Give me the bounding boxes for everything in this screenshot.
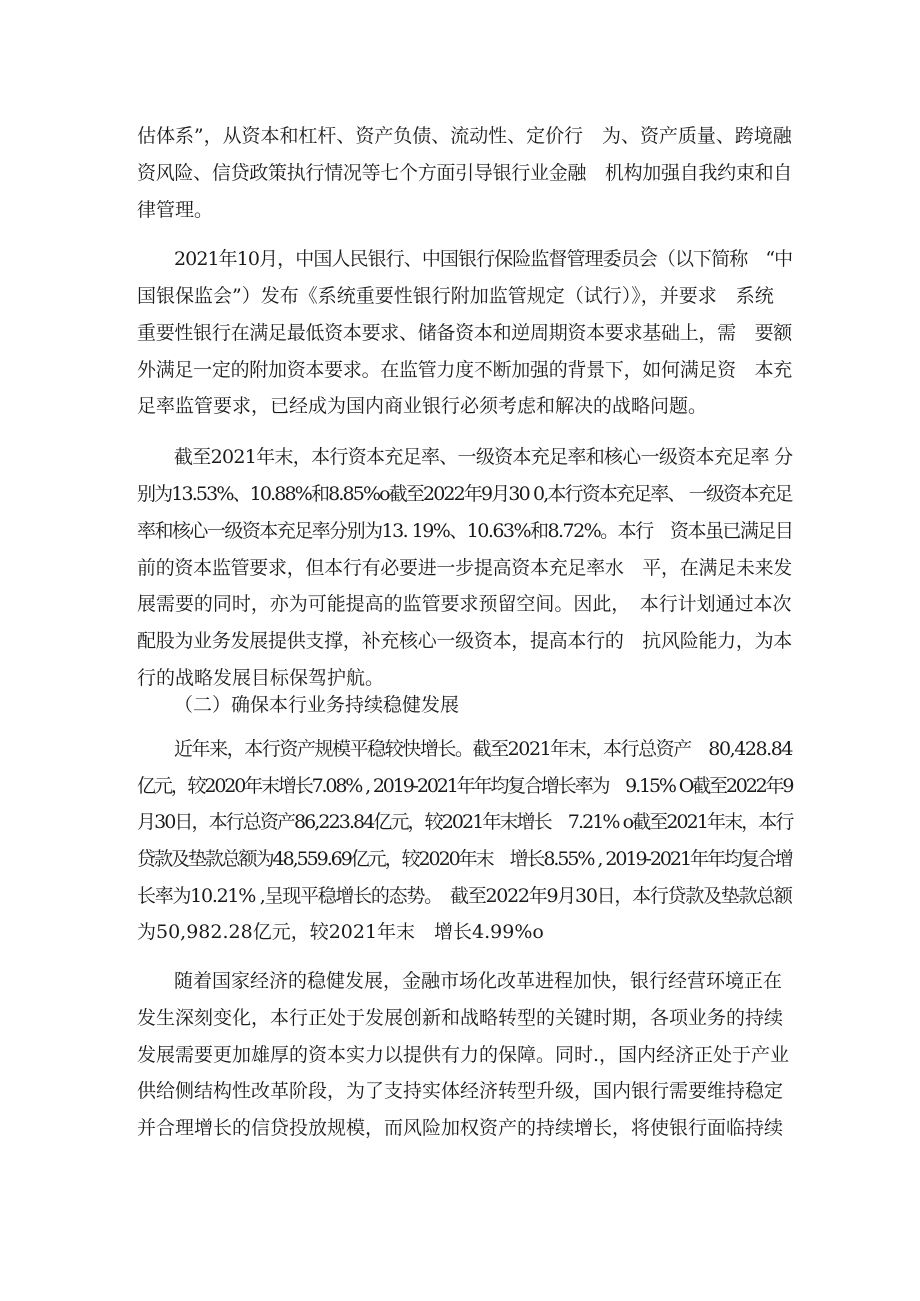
text-line: 估体系”，从资本和杠杆、资产负债、流动性、定价行 为、资产质量、跨境融 (137, 125, 792, 147)
text-line: 随着国家经济的稳健发展，金融市场化改革进程加快，银行经营环境正在 (174, 970, 783, 992)
text-line: 2021年10月，中国人民银行、中国银行保险监督管理委员会（以下简称 “中 (174, 248, 793, 270)
text-line: 重要性银行在满足最低资本要求、储备资本和逆周期资本要求基础上，需 要额 (137, 322, 793, 344)
text-line: 发展需要更加雄厚的资本实力以提供有力的保障。同时.，国内经济正处于产业 (137, 1044, 790, 1066)
text-line: 前的资本监管要求，但本行有必要进一步提高资本充足率水 平，在满足未来发 (137, 557, 793, 579)
text-line: 近年来，本行资产规模平稳较快增长。截至2021年末，本行总资产 80,428.84 (174, 738, 793, 760)
text-line: 贷款及垫款总额为48,559.69亿元，较2020年末 增长8.55% , 2019-2021年年均复合增 (137, 848, 792, 870)
text-line: 发生深刻变化，本行正处于发展创新和战略转型的关键时期，各项业务的持续 (137, 1007, 784, 1029)
text-line: 足率监管要求，已经成为国内商业银行必须考虑和解决的战略问题。 (137, 395, 708, 417)
text-line: 别为13.53%、10.88%和8.85%o截至2022年9月30 0,本行资本充足率、 一级资本充足 (137, 483, 792, 505)
text-line: 国银保监会”）发布《系统重要性银行附加监管规定（试行）》，并要求 系统 (137, 285, 774, 307)
text-line: 长率为10.21% ,呈现平稳增长的态势。 截至2022年9月30日，本行贷款及垫款总额 (137, 885, 792, 907)
text-line: 律管理。 (137, 199, 214, 221)
text-line: 供给侧结构性改革阶段，为了支持实体经济转型升级，国内银行需要维持稳定 (137, 1080, 784, 1102)
text-line: 亿元，较2020年末增长7.08% , 2019-2021年年均复合增长率为 9.15% O截至2022年9 (137, 775, 793, 797)
text-line: 月30日，本行总资产86,223.84亿元，较2021年末增长 7.21% o截至2021年末，本行 (137, 811, 793, 833)
text-line: 率和核心一级资本充足率分别为13. 19%、10.63%和8.72%。本行 资本虽已满足目 (137, 520, 793, 542)
text-line: 为50,982.28亿元，较2021年末 增长4.99%o (137, 921, 544, 943)
text-line: 截至2021年末，本行资本充足率、一级资本充足率和核心一级资本充足率 分 (174, 446, 793, 468)
text-line: 配股为业务发展提供支撑，补充核心一级资本，提高本行的 抗风险能力，为本 (137, 630, 793, 652)
text-line: 行的战略发展目标保驾护航。 (137, 667, 385, 689)
text-line: 资风险、信贷政策执行情况等七个方面引导银行业金融 机构加强自我约束和自 (137, 162, 793, 184)
text-line: 外满足一定的附加资本要求。在监管力度不断加强的背景下，如何满足资 本充 (137, 359, 793, 381)
text-line: 展需要的同时，亦为可能提高的监管要求预留空间。因此， 本行计划通过本次 (137, 593, 792, 615)
text-line: 并合理增长的信贷投放规模，而风险加权资产的持续增长，将使银行面临持续 (137, 1117, 784, 1139)
section-heading: （二）确保本行业务持续稳健发展 (174, 694, 460, 716)
